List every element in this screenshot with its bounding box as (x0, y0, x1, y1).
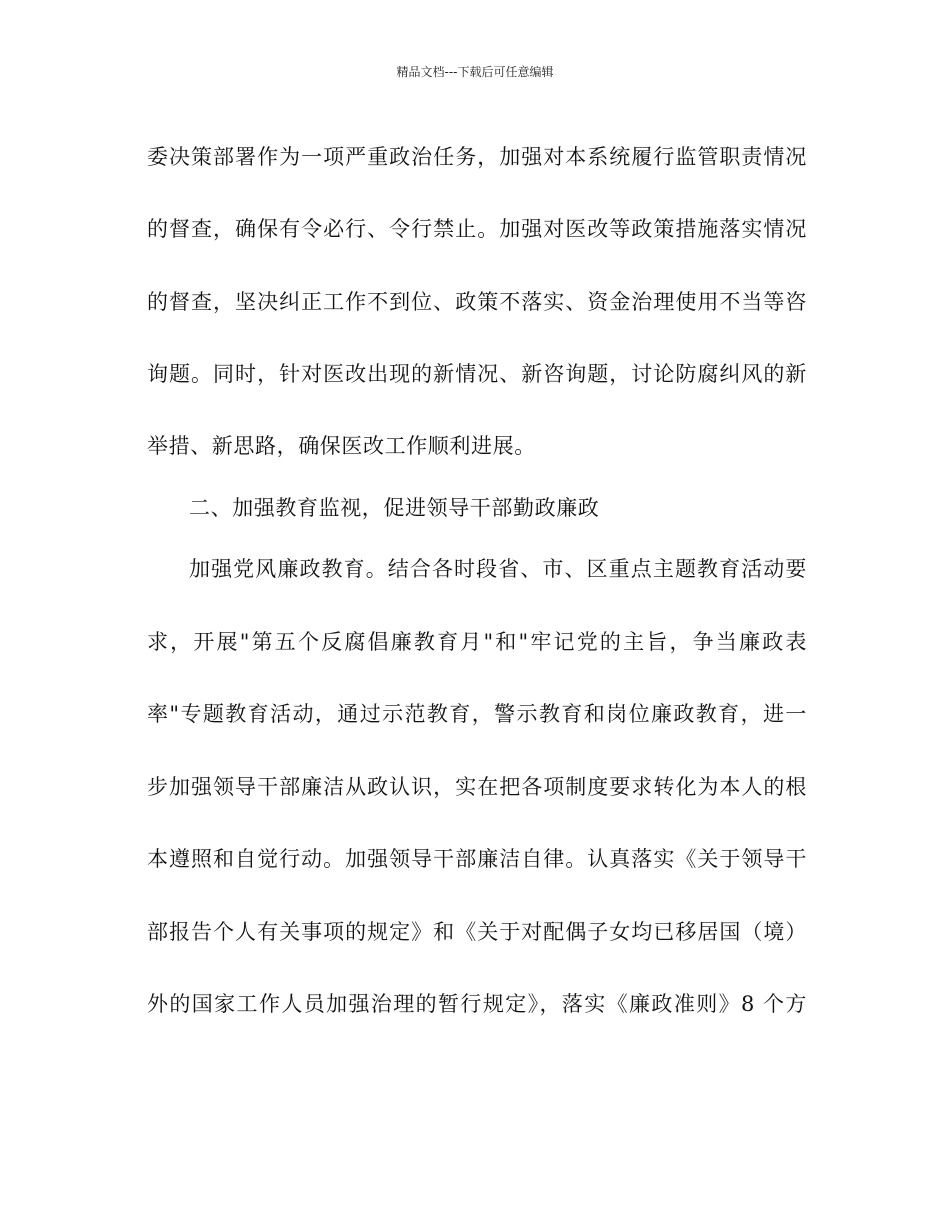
body-line-10: 步加强领导干部廉洁从政认识，实在把各项制度要求转化为本人的根 (147, 775, 807, 799)
body-line-4: 询题。同时，针对医改出现的新情况、新咨询题，讨论防腐纠风的新 (147, 362, 807, 386)
body-line-13: 外的国家工作人员加强治理的暂行规定》，落实《廉政准则》8 个方 (147, 992, 807, 1016)
body-line-2: 的督查，确保有令必行、令行禁止。加强对医改等政策措施落实情况 (147, 217, 807, 241)
body-line-12: 部报告个人有关事项的规定》和《关于对配偶子女均已移居国（境） (147, 920, 807, 944)
body-line-1: 委决策部署作为一项严重政治任务，加强对本系统履行监管职责情况 (147, 145, 807, 169)
section-heading: 二、加强教育监视，促进领导干部勤政廉政 (189, 496, 600, 520)
body-line-5: 举措、新思路，确保医改工作顺利进展。 (147, 434, 536, 458)
page-header: 精品文档---下载后可任意编辑 (396, 65, 554, 79)
body-line-3: 的督查，坚决纠正工作不到位、政策不落实、资金治理使用不当等咨 (147, 290, 807, 314)
body-line-11: 本遵照和自觉行动。加强领导干部廉洁自律。认真落实《关于领导干 (147, 847, 807, 871)
body-line-8: 求，开展"第五个反腐倡廉教育月"和"牢记党的主旨，争当廉政表 (147, 630, 807, 654)
body-line-7: 加强党风廉政教育。结合各时段省、市、区重点主题教育活动要 (189, 557, 807, 581)
body-line-9: 率"专题教育活动，通过示范教育，警示教育和岗位廉政教育，进一 (147, 702, 807, 726)
